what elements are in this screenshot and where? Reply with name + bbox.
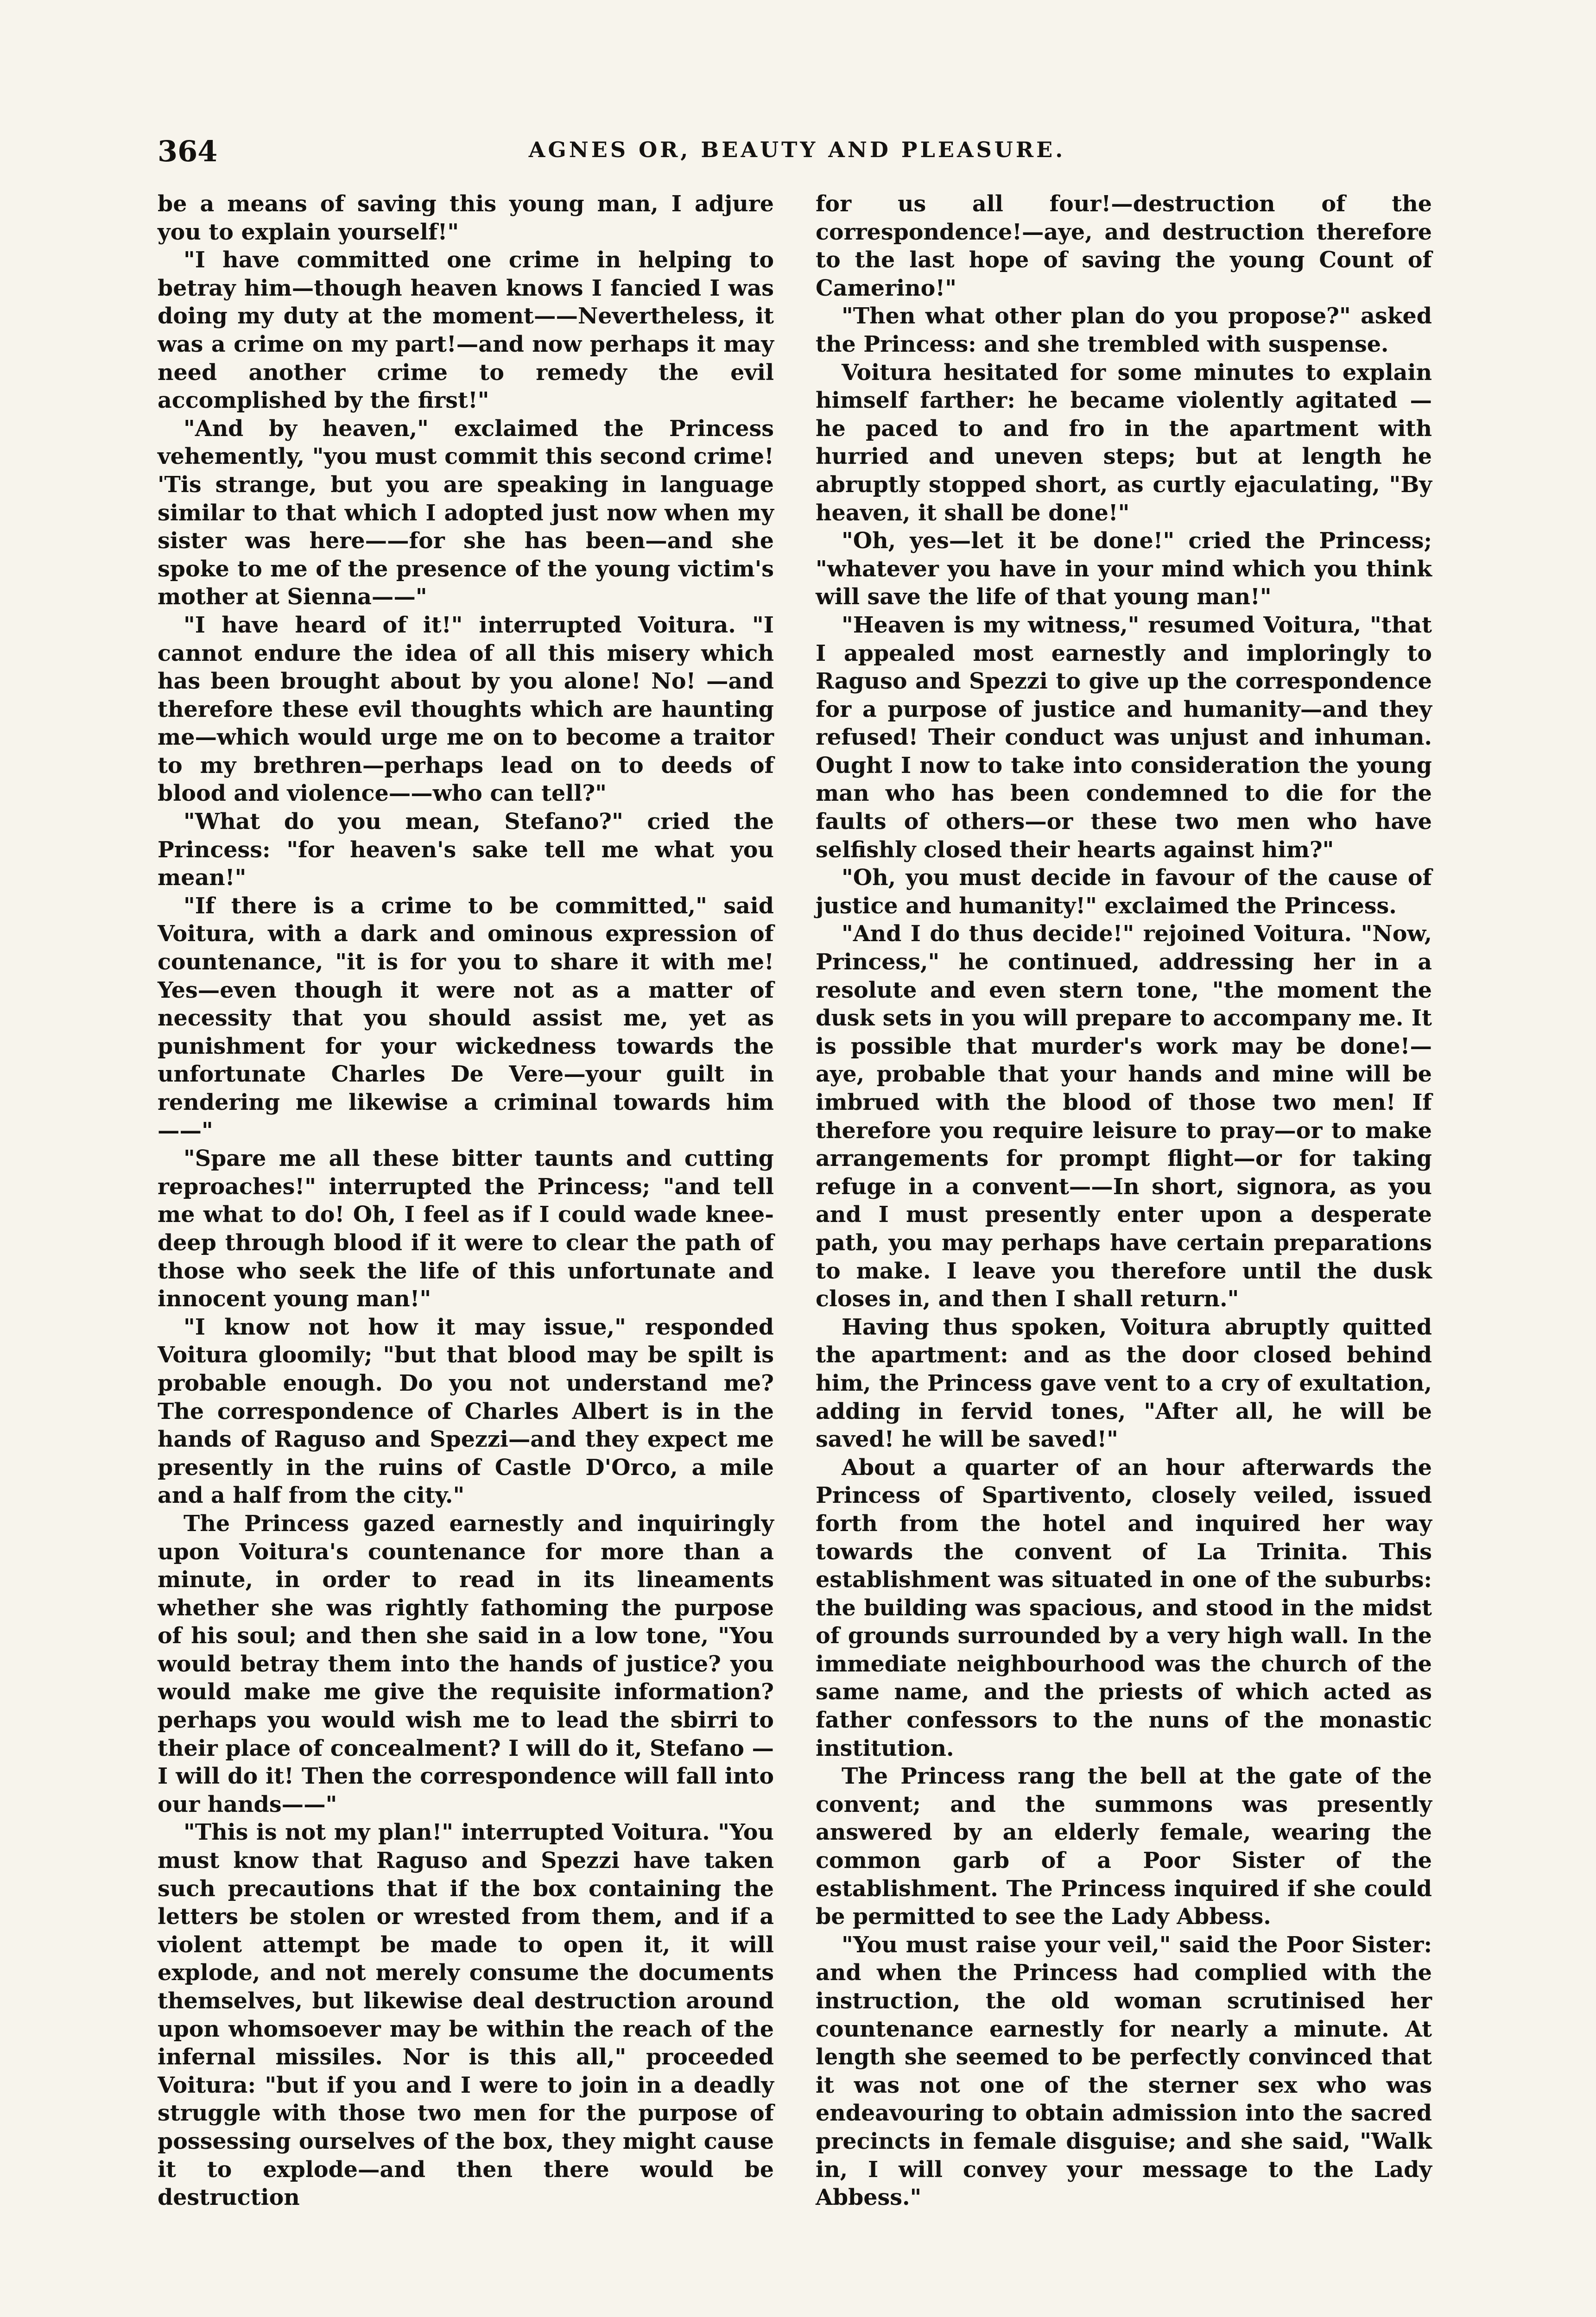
- paragraph: The Princess rang the bell at the gate of the convent; and the summons was presently answered by an elderly female, wearing the common garb of a Poor Sister of the establishment. The Princess inquired if she could be permitted to see the Lady Abbess.: [816, 1763, 1432, 1930]
- paragraph: The Princess gazed earnestly and inquiringly upon Voitura's countenance for more than a minute, in order to read in its lineaments whether she was rightly fathoming the purpose of his soul; and then she said in a low tone, "You would betray them into the hands of justice? you would make me give the requisite information? perhaps you would wish me to lead the sbirri to their place of concealment? I will do it, Stefano —I will do it! Then the correspondence will fall into our hands——": [158, 1510, 774, 1817]
- paragraph: "What do you mean, Stefano?" cried the Princess: "for heaven's sake tell me what you mean!": [158, 809, 774, 891]
- paragraph: "Then what other plan do you propose?" asked the Princess: and she trembled with suspense.: [816, 303, 1432, 357]
- right-column: [816, 190, 1432, 2212]
- paragraph: "Oh, you must decide in favour of the cause of justice and humanity!" exclaimed the Princess.: [816, 865, 1432, 919]
- paragraph: "And I do thus decide!" rejoined Voitura. "Now, Princess," he continued, addressing her in a resolute and even stern tone, "the moment the dusk sets in you will prepare to accompany me. It is possible that murder's work may be done!—aye, probable that your hands and mine will be imbrued with the blood of those two men! If therefore you require leisure to pray—or to make arrangements for prompt flight—or for taking refuge in a convent——In short, signora, as you and I must presently enter upon a desperate path, you may perhaps have certain preparations to make. I leave you therefore until the dusk closes in, and then I shall return.": [816, 921, 1432, 1312]
- left-column: [158, 190, 774, 2212]
- paragraph: Having thus spoken, Voitura abruptly quitted the apartment: and as the door closed behind him, the Princess gave vent to a cry of exultation, adding in fervid tones, "After all, he will be saved! he will be saved!": [816, 1314, 1432, 1453]
- paragraph: "I have heard of it!" interrupted Voitura. "I cannot endure the idea of all this misery which has been brought about by you alone! No! —and therefore these evil thoughts which are haunting me—which would urge me on to become a traitor to my brethren—perhaps lead on to deeds of blood and violence——who can tell?": [158, 612, 774, 807]
- paragraph: Voitura hesitated for some minutes to explain himself farther: he became violently agitated — he paced to and fro in the apartment with hurried and uneven steps; but at length he abruptly stopped short, as curtly ejaculating, "By heaven, it shall be done!": [816, 359, 1432, 526]
- paragraph: "I have committed one crime in helping to betray him—though heaven knows I fancied I was doing my duty at the moment——Nevertheless, it was a crime on my part!—and now perhaps it may need another crime to remedy the evil accomplished by the first!": [158, 247, 774, 414]
- paragraph: "This is not my plan!" interrupted Voitura. "You must know that Raguso and Spezzi have taken such precautions that if the box containing the letters be stolen or wrested from them, and if a violent attempt be made to open it, it will explode, and not merely consume the documents themselves, but likewise deal destruction around upon whomsoever may be within the reach of the infernal missiles. Nor is this all," proceeded Voitura: "but if you and I were to join in a deadly struggle with those two men for the purpose of possessing ourselves of the box, they might cause it to explode—and then there would be destruction: [158, 1819, 774, 2211]
- paragraph: be a means of saving this young man, I adjure you to explain yourself!": [158, 191, 774, 245]
- paragraph: "Spare me all these bitter taunts and cutting reproaches!" interrupted the Princess; "and tell me what to do! Oh, I feel as if I could wade knee-deep through blood if it were to clear the path of those who seek the life of this unfortunate and innocent young man!": [158, 1146, 774, 1312]
- paragraph: "And by heaven," exclaimed the Princess vehemently, "you must commit this second crime! 'Tis strange, but you are speaking in language similar to that which I adopted just now when my sister was here——for she has been—and she spoke to me of the presence of the young victim's mother at Sienna——": [158, 415, 774, 610]
- running-head: AGNES OR, BEAUTY AND PLEASURE.: [528, 137, 1066, 162]
- paragraph: "If there is a crime to be committed," said Voitura, with a dark and ominous expression of countenance, "it is for you to share it with me! Yes—even though it were not as a matter of necessity that you should assist me, yet as punishment for your wickedness towards the unfortunate Charles De Vere—your guilt in rendering me likewise a criminal towards him——": [158, 893, 774, 1144]
- paragraph: "You must raise your veil," said the Poor Sister: and when the Princess had complied with the instruction, the old woman scrutinised her countenance earnestly for nearly a minute. At length she seemed to be perfectly convinced that it was not one of the sterner sex who was endeavouring to obtain admission into the sacred precincts in female disguise; and she said, "Walk in, I will convey your message to the Lady Abbess.": [816, 1931, 1432, 2211]
- paragraph: "Oh, yes—let it be done!" cried the Princess; "whatever you have in your mind which you think will save the life of that young man!": [816, 528, 1432, 610]
- page-number: 364: [158, 134, 218, 168]
- page-header: [158, 134, 1437, 176]
- paragraph: for us all four!—destruction of the correspondence!—aye, and destruction therefore to the last hope of saving the young Count of Camerino!": [816, 191, 1432, 301]
- paragraph: About a quarter of an hour afterwards the Princess of Spartivento, closely veiled, issued forth from the hotel and inquired her way towards the convent of La Trinita. This establishment was situated in one of the suburbs: the building was spacious, and stood in the midst of grounds surrounded by a very high wall. In the immediate neighbourhood was the church of the same name, and the priests of which acted as father confessors to the nuns of the monastic institution.: [816, 1454, 1432, 1761]
- paragraph: "Heaven is my witness," resumed Voitura, "that I appealed most earnestly and imploringly to Raguso and Spezzi to give up the correspondence for a purpose of justice and humanity—and they refused! Their conduct was unjust and inhuman. Ought I now to take into consideration the young man who has been condemned to die for the faults of others—or these two men who have selfishly closed their hearts against him?": [816, 612, 1432, 863]
- paragraph: "I know not how it may issue," responded Voitura gloomily; "but that blood may be spilt is probable enough. Do you not understand me? The correspondence of Charles Albert is in the hands of Raguso and Spezzi—and they expect me presently in the ruins of Castle D'Orco, a mile and a half from the city.": [158, 1314, 774, 1509]
